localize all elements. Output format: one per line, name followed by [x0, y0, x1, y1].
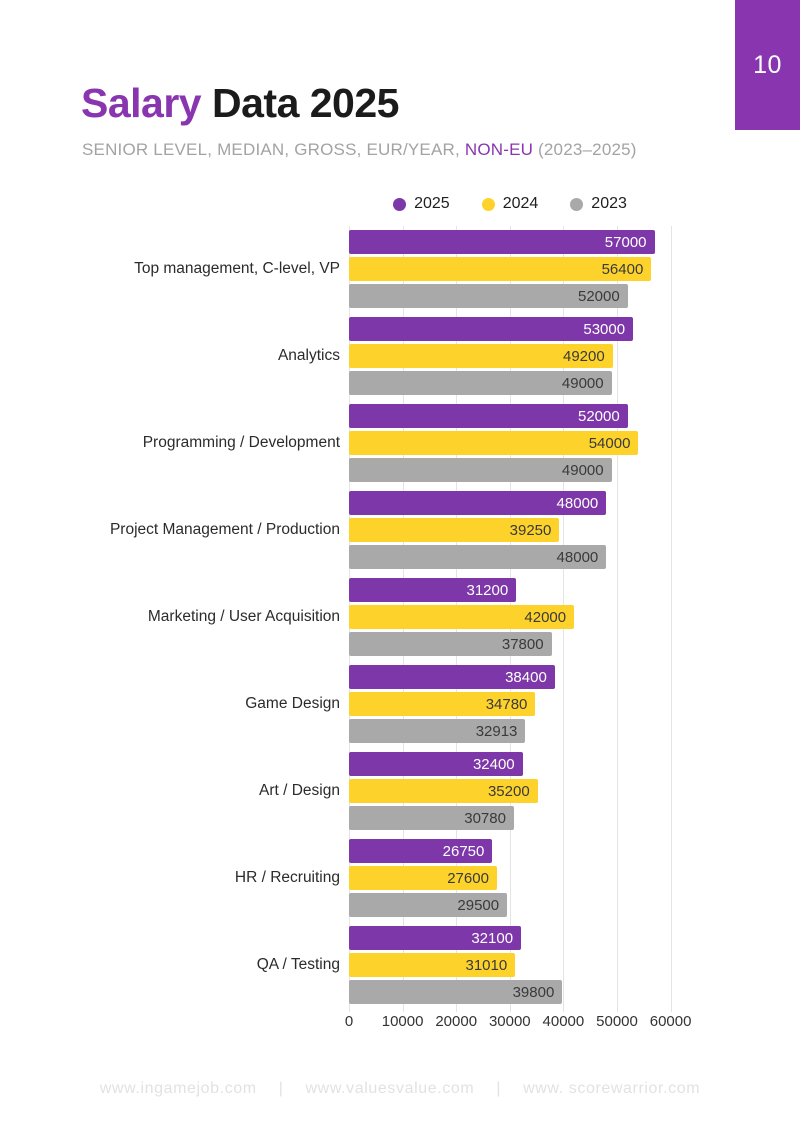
bar-2023	[349, 806, 514, 830]
bar-2024	[349, 953, 515, 977]
bar-value-label: 30780	[464, 809, 506, 827]
page-subtitle	[82, 140, 637, 160]
footer-link: www.valuesvalue.com	[305, 1080, 475, 1097]
bar-2023	[349, 893, 507, 917]
legend-label-2025: 2025	[414, 195, 450, 212]
page-number-badge	[735, 0, 800, 130]
bar-2024	[349, 518, 559, 542]
x-axis-tick-40000: 40000	[542, 1013, 585, 1030]
gridline-50000	[617, 226, 618, 1012]
legend-item-2025	[393, 195, 450, 213]
category-label: Game Design	[245, 695, 340, 712]
bar-value-label: 49200	[562, 347, 605, 365]
x-axis-tick-60000: 60000	[649, 1013, 692, 1030]
bar-2025	[349, 752, 523, 776]
bar-value-label: 32913	[475, 722, 518, 740]
bar-value-label: 56400	[601, 260, 644, 278]
bar-value-label: 39800	[512, 983, 555, 1001]
bar-2023	[349, 632, 552, 656]
page-title-rest: Data 2025	[201, 80, 399, 126]
x-axis-tick-10000: 10000	[381, 1013, 424, 1030]
category-label: QA / Testing	[256, 956, 340, 973]
legend-swatch-2023-icon	[570, 198, 583, 211]
bar-2023	[349, 980, 562, 1004]
bar-value-label: 32400	[472, 755, 515, 773]
subtitle-suffix: (2023–2025)	[533, 140, 637, 159]
legend-item-2024	[482, 195, 539, 213]
category-label: Marketing / User Acquisition	[147, 608, 340, 625]
subtitle-accent: NON-EU	[464, 140, 534, 159]
page-number: 10	[753, 50, 782, 79]
bar-2024	[349, 605, 574, 629]
bar-2023	[349, 284, 628, 308]
bar-2025	[349, 578, 516, 602]
category-label: Analytics	[277, 347, 340, 364]
bar-2023	[349, 458, 612, 482]
bar-value-label: 38400	[505, 668, 547, 686]
bar-2025	[349, 926, 521, 950]
bar-value-label: 52000	[578, 407, 620, 425]
bar-value-label: 27600	[447, 869, 489, 887]
bar-value-label: 37800	[501, 635, 544, 653]
bar-2024	[349, 257, 651, 281]
page-title-accent: Salary	[81, 80, 202, 126]
x-axis-tick-50000: 50000	[596, 1013, 638, 1030]
legend-label-2024: 2024	[502, 195, 539, 212]
bar-value-label: 57000	[604, 233, 647, 251]
bar-value-label: 54000	[588, 434, 631, 452]
bar-2024	[349, 344, 613, 368]
x-axis-tick-0: 0	[344, 1013, 354, 1030]
bar-2025	[349, 230, 655, 254]
footer-link: www.ingamejob.com	[99, 1080, 257, 1097]
legend-swatch-2024-icon	[482, 198, 495, 211]
bar-2024	[349, 779, 538, 803]
bar-value-label: 34780	[485, 695, 528, 713]
footer-separator: |	[278, 1080, 284, 1097]
bar-2025	[349, 839, 492, 863]
bar-value-label: 42000	[524, 608, 567, 626]
bar-2025	[349, 317, 633, 341]
x-axis-tick-30000: 30000	[488, 1013, 531, 1030]
category-label: Programming / Development	[142, 434, 340, 451]
bar-value-label: 39250	[509, 521, 552, 539]
bar-2023	[349, 545, 606, 569]
bar-2025	[349, 404, 628, 428]
category-label: Art / Design	[259, 782, 340, 799]
footer-link: www. scorewarrior.com	[523, 1080, 701, 1097]
bar-value-label: 53000	[583, 320, 626, 338]
bar-value-label: 31010	[465, 956, 508, 974]
bar-value-label: 31200	[466, 581, 509, 599]
chart-legend	[349, 195, 671, 213]
legend-swatch-2025-icon	[393, 198, 406, 211]
bar-value-label: 35200	[487, 782, 530, 800]
bar-value-label: 52000	[578, 287, 620, 305]
bar-2024	[349, 692, 535, 716]
bar-value-label: 48000	[556, 548, 599, 566]
bar-2023	[349, 371, 612, 395]
bar-value-label: 29500	[457, 896, 500, 914]
legend-label-2023: 2023	[591, 195, 627, 212]
gridline-60000	[671, 226, 672, 1012]
bar-2025	[349, 665, 555, 689]
bar-2025	[349, 491, 606, 515]
category-label: Project Management / Production	[109, 521, 340, 538]
bar-2023	[349, 719, 525, 743]
legend-item-2023	[570, 195, 627, 213]
subtitle-prefix: SENIOR LEVEL, MEDIAN, GROSS, EUR/YEAR,	[82, 140, 465, 159]
footer-separator: |	[496, 1080, 502, 1097]
bar-value-label: 48000	[556, 494, 599, 512]
bar-2024	[349, 431, 638, 455]
footer	[0, 1080, 800, 1098]
bar-2024	[349, 866, 497, 890]
category-label: HR / Recruiting	[234, 869, 340, 886]
page-title	[81, 80, 399, 127]
bar-value-label: 49000	[561, 374, 604, 392]
bar-value-label: 26750	[442, 842, 485, 860]
x-axis-tick-20000: 20000	[435, 1013, 478, 1030]
category-label: Top management, C-level, VP	[134, 260, 340, 277]
bar-value-label: 49000	[561, 461, 604, 479]
bar-value-label: 32100	[471, 929, 514, 947]
